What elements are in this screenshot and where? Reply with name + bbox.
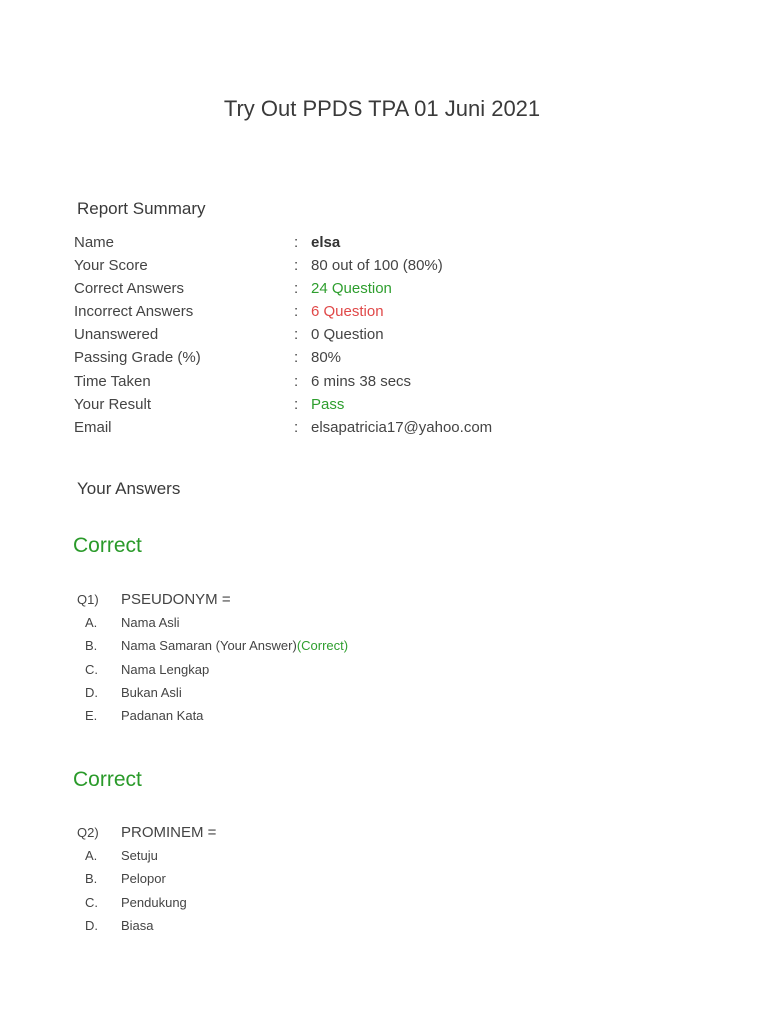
summary-row-incorrect xyxy=(74,300,674,323)
summary-row-time-taken xyxy=(74,370,674,393)
summary-label: Time Taken xyxy=(74,372,151,390)
summary-row-correct xyxy=(74,277,674,300)
question-number: Q2) xyxy=(77,825,99,840)
summary-colon: : xyxy=(294,257,299,275)
your-answers-heading: Your Answers xyxy=(77,479,181,498)
option-text: Pelopor xyxy=(121,871,166,887)
summary-colon: : xyxy=(294,280,299,298)
summary-colon: : xyxy=(294,303,299,321)
summary-row-unanswered xyxy=(74,323,674,346)
option-letter: B. xyxy=(85,638,98,654)
answer-options-q2 xyxy=(85,844,585,937)
option-letter: C. xyxy=(85,894,98,910)
summary-label: Incorrect Answers xyxy=(74,303,194,321)
summary-colon: : xyxy=(294,395,299,413)
summary-value-correct: 24 Question xyxy=(311,280,392,298)
summary-colon: : xyxy=(294,326,299,344)
option-text: Pendukung xyxy=(121,894,187,910)
summary-row-email xyxy=(74,416,674,439)
option-text: Nama Asli xyxy=(121,615,180,630)
summary-colon: : xyxy=(294,349,299,367)
summary-label: Passing Grade (%) xyxy=(74,349,201,367)
answer-option xyxy=(85,658,585,681)
answer-option xyxy=(85,891,585,914)
answer-option xyxy=(85,867,585,890)
option-letter: C. xyxy=(85,661,98,677)
answer-option xyxy=(85,914,585,937)
question-status-correct: Correct xyxy=(73,534,142,557)
summary-label: Unanswered xyxy=(74,326,159,344)
report-summary-heading: Report Summary xyxy=(77,199,206,218)
summary-value-incorrect: 6 Question xyxy=(311,303,384,321)
answer-option xyxy=(85,704,585,727)
summary-value-passing-grade: 80% xyxy=(311,349,342,367)
summary-label: Your Score xyxy=(74,257,148,275)
option-letter: A. xyxy=(85,848,98,863)
summary-value-result: Pass xyxy=(311,395,345,413)
option-letter: A. xyxy=(85,615,98,630)
summary-value-name: elsa xyxy=(311,234,341,251)
summary-value-time-taken: 6 mins 38 secs xyxy=(311,372,412,390)
summary-value-unanswered: 0 Question xyxy=(311,326,384,344)
question-text: PSEUDONYM = xyxy=(121,591,231,608)
question-text: PROMINEM = xyxy=(121,824,217,841)
summary-colon: : xyxy=(294,234,299,251)
answer-option xyxy=(85,611,585,634)
option-letter: D. xyxy=(85,684,98,700)
summary-label: Your Result xyxy=(74,395,151,413)
summary-row-passing-grade xyxy=(74,346,674,369)
correct-tag: (Correct) xyxy=(296,638,349,654)
summary-label: Correct Answers xyxy=(74,280,185,298)
summary-label: Email xyxy=(74,418,112,436)
option-text-label: Nama Samaran (Your Answer) xyxy=(121,638,297,654)
question-number: Q1) xyxy=(77,592,99,607)
option-text xyxy=(121,634,348,657)
option-letter: B. xyxy=(85,871,98,887)
answer-option-selected xyxy=(85,634,585,657)
answer-option xyxy=(85,681,585,704)
question-status-correct: Correct xyxy=(73,768,142,791)
summary-colon: : xyxy=(294,418,299,436)
summary-value-email: elsapatricia17@yahoo.com xyxy=(311,418,493,436)
answer-option xyxy=(85,844,585,867)
option-letter: E. xyxy=(85,708,98,724)
answer-options-q1 xyxy=(85,611,585,727)
option-text: Padanan Kata xyxy=(121,708,204,724)
option-text: Nama Lengkap xyxy=(121,661,210,677)
page-title: Try Out PPDS TPA 01 Juni 2021 xyxy=(223,96,541,121)
option-letter: D. xyxy=(85,917,98,933)
summary-row-score xyxy=(74,254,674,277)
summary-label: Name xyxy=(74,234,115,251)
report-summary-table xyxy=(74,231,674,439)
option-text: Biasa xyxy=(121,917,154,933)
summary-row-name xyxy=(74,231,674,254)
summary-value-score: 80 out of 100 (80%) xyxy=(311,257,443,275)
summary-row-result xyxy=(74,393,674,416)
summary-colon: : xyxy=(294,372,299,390)
option-text: Setuju xyxy=(121,848,158,863)
option-text: Bukan Asli xyxy=(121,684,182,700)
